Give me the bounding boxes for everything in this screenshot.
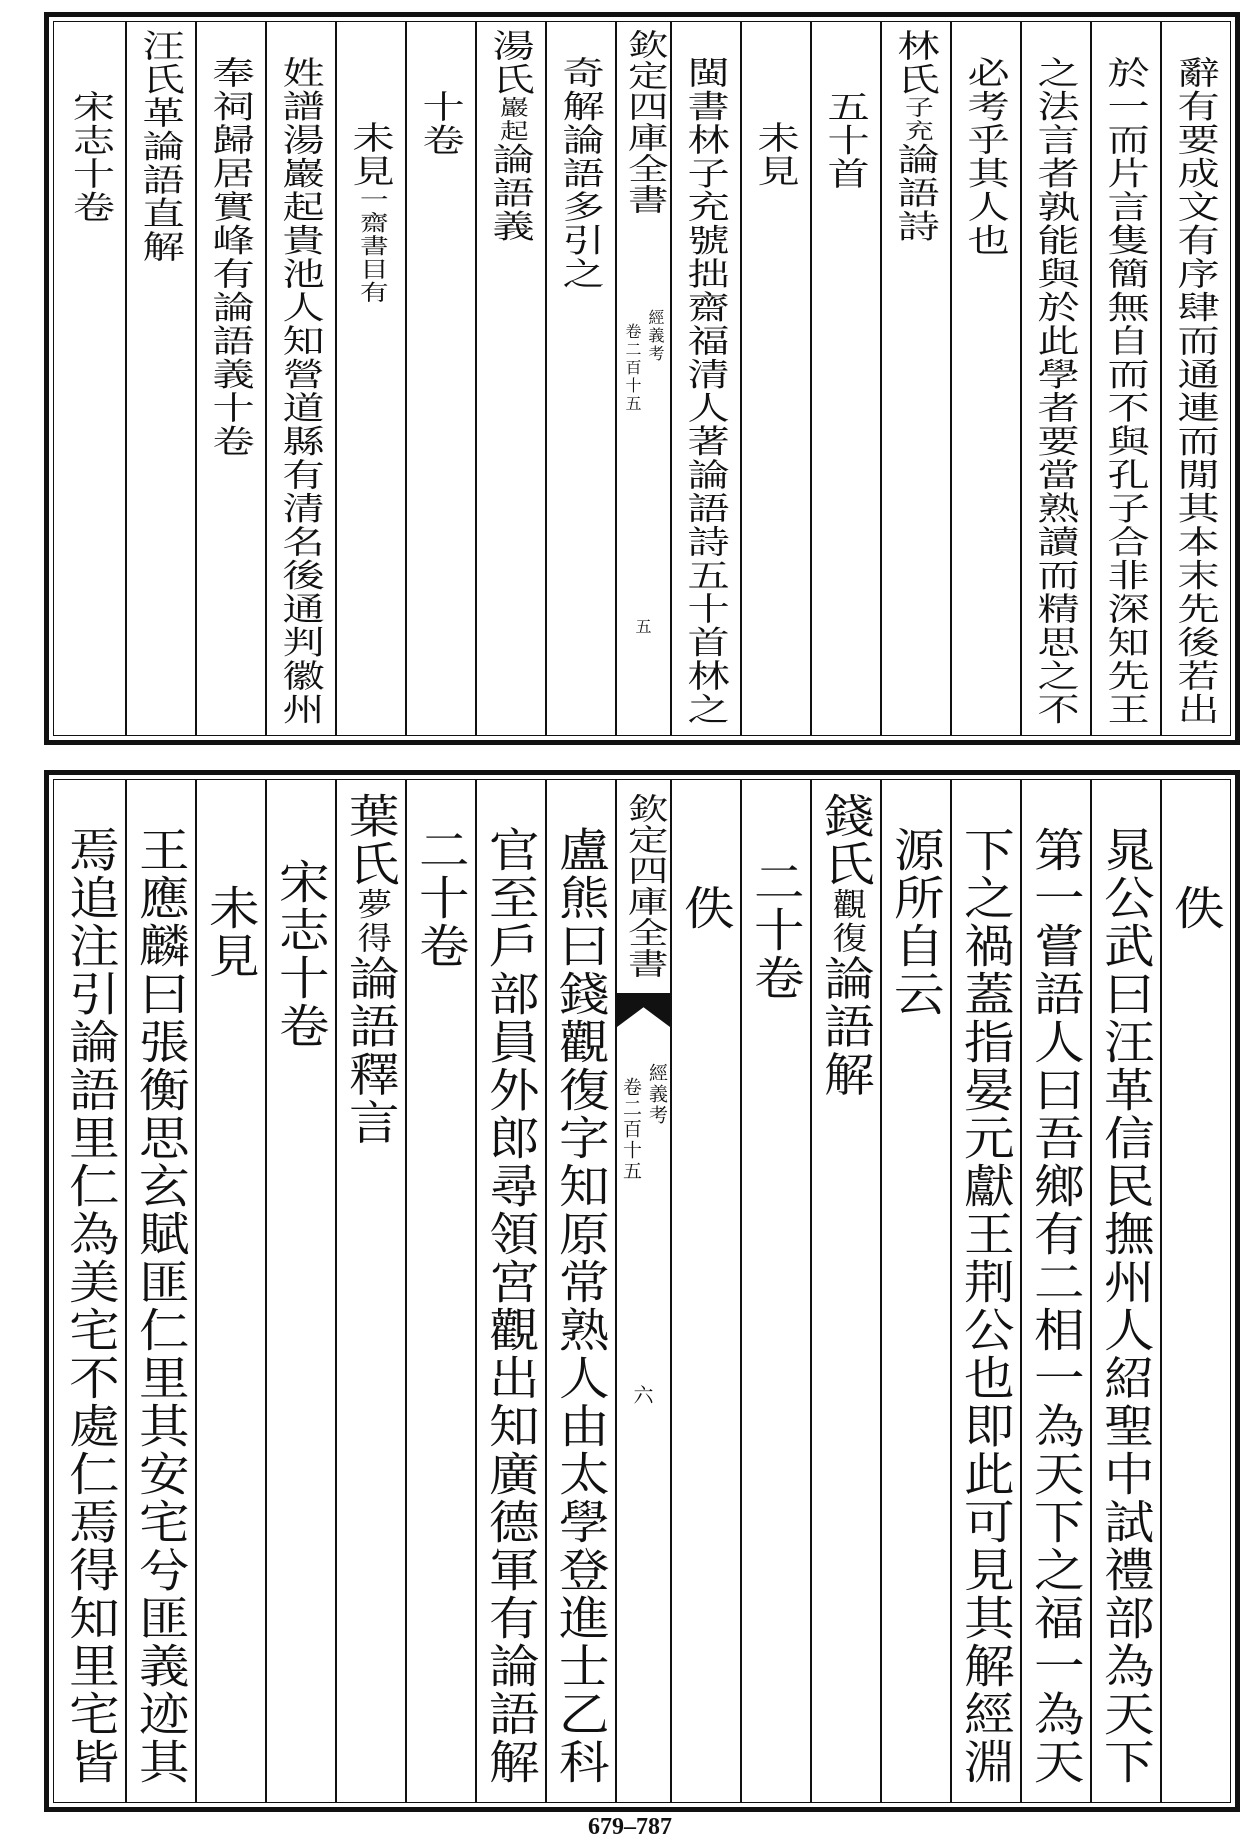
column-text: 下之禍蓋指晏元獻王荆公也即此可見其解經淵	[956, 826, 1016, 1786]
lower-page	[44, 770, 1240, 1812]
column-text: 十卷	[415, 90, 467, 157]
book-title-name: 論語解	[816, 954, 876, 1099]
commentary-column	[55, 780, 125, 1802]
fold-volume-number: 卷二百十五	[620, 1077, 642, 1182]
book-title-name: 論語釋言	[341, 954, 401, 1147]
book-title-surname: 湯氏	[485, 29, 537, 96]
commentary-column	[1020, 780, 1090, 1802]
series-title: 欽定四庫全書	[619, 793, 668, 979]
author-name-note: 巖起	[495, 96, 529, 143]
column-text: 佚	[1166, 884, 1226, 932]
author-name-note: 觀復	[826, 888, 866, 955]
book-title-column	[335, 780, 405, 1802]
leaf-number: 五	[635, 617, 652, 636]
column-text: 焉追注引論語里仁為美宅不處仁焉得知里宅皆	[61, 826, 121, 1786]
column-text: 之法言者孰能與於此學者要當熟讀而精思之不	[1030, 56, 1082, 726]
commentary-column	[545, 780, 615, 1802]
lower-page-frame	[53, 779, 1231, 1803]
column-text: 官至戶部員外郎尋領宮觀出知廣德軍有論語解	[481, 826, 541, 1786]
column-text: 奉祠歸居實峰有論語義十卷	[205, 56, 257, 458]
fold-volume-number: 卷二百十五	[623, 323, 642, 413]
commentary-column	[1090, 780, 1160, 1802]
volume-count-column	[265, 780, 335, 1802]
book-title-surname: 錢氏	[816, 792, 876, 888]
column-text: 五十首	[820, 90, 872, 191]
column-text: 未見	[345, 121, 397, 188]
fold-book-title: 經義考	[646, 309, 665, 363]
column-text: 二十卷	[411, 826, 471, 970]
book-title-name: 論語詩	[890, 142, 942, 244]
fold-book-title: 經義考	[646, 1063, 668, 1126]
fishtail-mark	[617, 993, 670, 1027]
column-text: 源所自云	[886, 826, 946, 1018]
status-column	[1160, 780, 1230, 1802]
series-title: 欽定四庫全書	[619, 29, 668, 215]
book-title-column	[810, 780, 880, 1802]
author-name-note: 夢得	[351, 888, 391, 955]
column-text: 閩書林子充號拙齋福清人著論語詩五十首林之	[680, 56, 732, 726]
commentary-column	[475, 780, 545, 1802]
book-title-surname: 林氏	[890, 29, 942, 96]
column-text: 姓譜湯巖起貴池人知營道縣有清名後通判徽州	[275, 56, 327, 726]
column-text: 佚	[676, 884, 736, 932]
page-range-footer: 679–787	[588, 1814, 672, 1840]
upper-page-frame	[53, 21, 1231, 736]
column-text: 第一嘗語人曰吾鄉有二相一為天下之福一為天	[1026, 826, 1086, 1786]
source-note: 一齋書目有	[355, 188, 389, 305]
fold-subtitle	[621, 309, 666, 413]
column-text: 於一而片言隻簡無自而不與孔子合非深知先王	[1100, 56, 1152, 726]
column-text: 奇解論語多引之	[555, 56, 607, 291]
author-name-note: 子充	[900, 96, 934, 143]
column-text: 晁公武曰汪革信民撫州人紹聖中試禮部為天下	[1096, 826, 1156, 1786]
column-text: 辭有要成文有序肆而通連而閒其本末先後若出	[1170, 56, 1222, 726]
status-column	[195, 780, 265, 1802]
commentary-column	[950, 780, 1020, 1802]
status-column	[670, 780, 740, 1802]
column-text: 王應麟曰張衡思玄賦匪仁里其安宅兮匪義迹其	[131, 826, 191, 1786]
volume-count-column	[740, 780, 810, 1802]
commentary-column	[125, 780, 195, 1802]
commentary-column	[880, 780, 950, 1802]
upper-page	[44, 12, 1240, 745]
column-text: 盧熊曰錢觀復字知原常熟人由太學登進士乙科	[551, 826, 611, 1786]
column-text: 宋志十卷	[66, 90, 117, 224]
commentary-column	[670, 22, 740, 735]
commentary-column	[405, 780, 475, 1802]
book-title-surname: 葉氏	[341, 792, 401, 888]
column-text: 未見	[750, 121, 802, 188]
volume-count-column	[55, 22, 125, 735]
column-text: 宋志十卷	[271, 858, 331, 1050]
column-text: 汪氏革論語直解	[135, 29, 187, 264]
column-text: 必考乎其人也	[960, 56, 1012, 257]
column-text: 未見	[201, 884, 261, 980]
fold-subtitle	[621, 1063, 666, 1182]
column-text: 二十卷	[746, 858, 806, 1002]
center-fold	[615, 780, 670, 1802]
book-title-name: 論語義	[485, 142, 537, 244]
leaf-number: 六	[633, 1383, 654, 1407]
